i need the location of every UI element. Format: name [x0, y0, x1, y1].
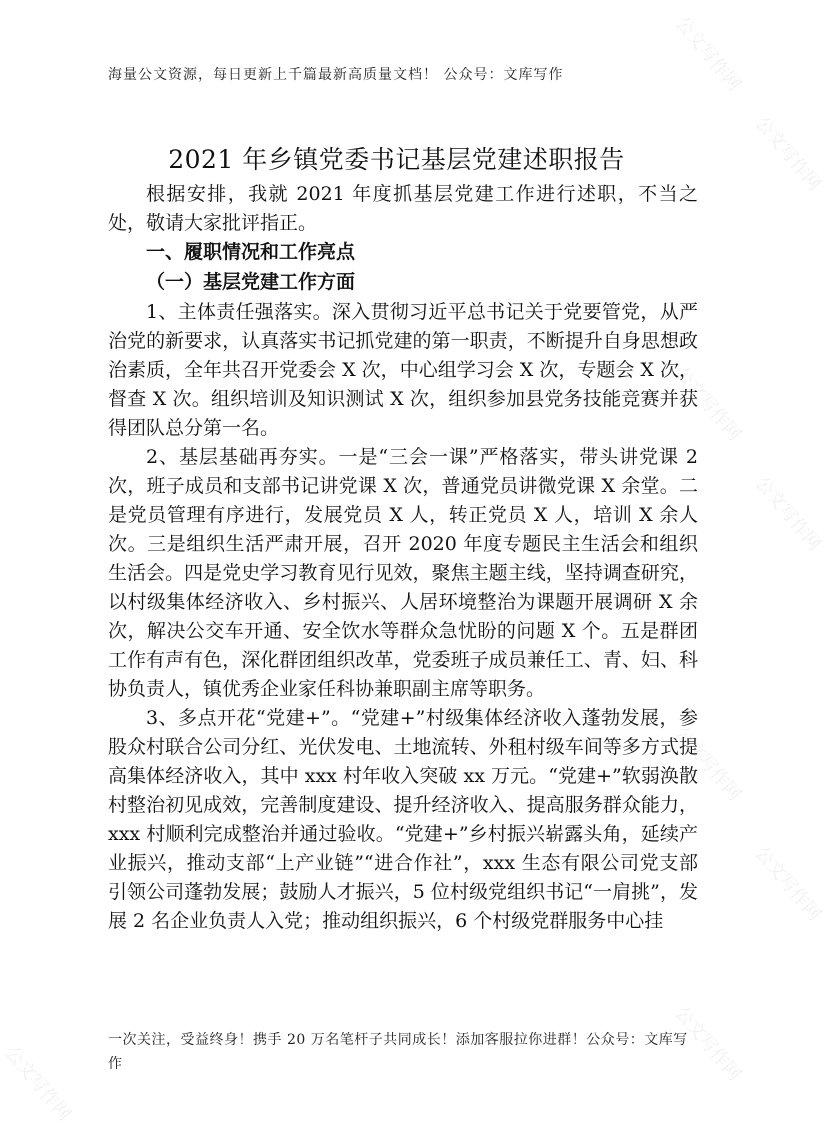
- paragraph: 2、基层基础再夯实。一是“三会一课”严格落实，带头讲党课 2 次，班子成员和支部书记讲党课 X 次，普通党员讲微党课 X 余堂。二是党员管理有序进行，发展党员 X 人，转正党员 X 人，培训 X 余人次。三是组织生活严肃开展，召开 2020 年度专题民主生活会和组织生活会。四是党史学习教育见行见效，聚焦主题主线，坚持调查研究，以村级集体经济收入、乡村振兴、人居环境整治为课题开展调研 X 余次，解决公交车开通、安全饮水等群众急忧盼的问题 X 个。五是群团工作有声有色，深化群团组织改革，党委班子成员兼任工、青、妇、科协负责人，镇优秀企业家任科协兼职副主席等职务。: [108, 446, 698, 700]
- watermark-text: 公文写作网: [750, 842, 825, 926]
- page-footer: 一次关注，受益终身！携手 20 万名笔杆子共同成长！添加客服拉你进群！公众号：文库写作: [108, 1032, 688, 1072]
- document-title: 2021 年乡镇党委书记基层党建述职报告: [168, 145, 625, 174]
- page-header: 海量公文资源，每日更新上千篇最新高质量文档！ 公众号：文库写作: [108, 67, 564, 83]
- paragraph: 1、主体责任强落实。深入贯彻习近平总书记关于党要管党，从严治党的新要求，认真落实书记抓党建的第一职责，不断提升自身思想政治素质，全年共召开党委会 X 次，中心组学习会 X 次，专题会 X 次，督查 X 次。组织培训及知识测试 X 次，组织参加县党务技能竞赛并获得团队总分第一名。: [108, 301, 698, 439]
- watermark-text: 公文写作网: [0, 1042, 75, 1126]
- watermark-text: 公文写作网: [750, 112, 825, 196]
- section-heading: 一、履职情况和工作亮点: [146, 241, 356, 263]
- watermark-text: 公文写作网: [750, 472, 825, 556]
- watermark-text: 公文写作网: [670, 12, 745, 96]
- paragraph: 根据安排，我就 2021 年度抓基层党建工作进行述职，不当之处，敬请大家批评指正。: [108, 183, 698, 234]
- watermark-text: 公文写作网: [670, 362, 745, 446]
- paragraph: 3、多点开花“党建+”。“党建+”村级集体经济收入蓬勃发展，参股众村联合公司分红、光伏发电、土地流转、外租村级车间等多方式提高集体经济收入，其中 xxx 村年收入突破 xx 万元。“党建+”软弱涣散村整治初见成效，完善制度建设、提升经济收入、提高服务群众能力，xxx 村顺利完成整治并通过验收。“党建+”乡村振兴崭露头角，延续产业振兴，推动支部“上产业链”“进合作社”，xxx 生态有限公司党支部引领公司蓬勃发展；鼓励人才振兴，5 位村级党组织书记“一肩挑”，发展 2 名企业负责人入党；推动组织振兴，6 个村级党群服务中心挂: [108, 707, 698, 932]
- subsection-heading: （一）基层党建工作方面: [146, 271, 356, 293]
- document-body: [108, 180, 698, 936]
- watermark-text: 公文写作网: [670, 1002, 745, 1086]
- watermark-text: 公文写作网: [670, 722, 745, 806]
